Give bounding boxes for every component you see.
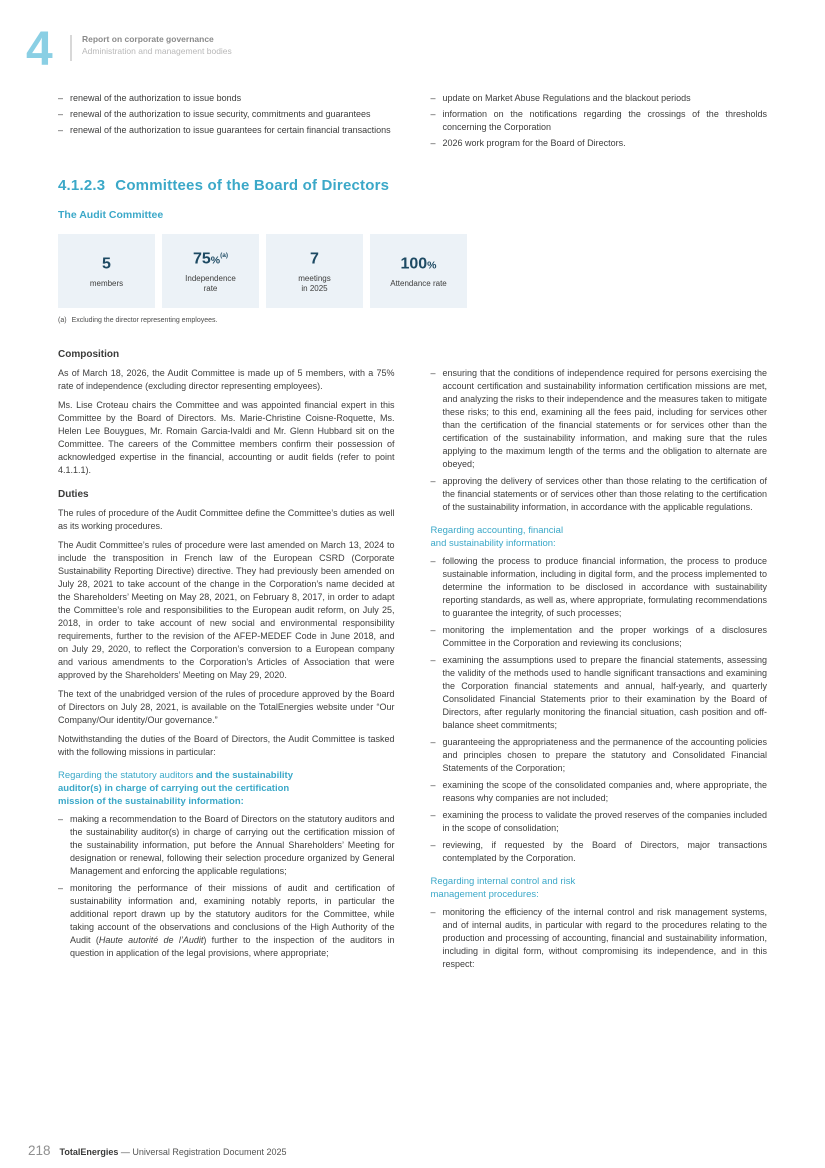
stat-value (102, 253, 111, 273)
bullet-dash: – (430, 737, 436, 747)
chapter-subtitle: Administration and management bodies (82, 46, 232, 56)
stat-members (58, 234, 155, 308)
stat-label: Attendance rate (390, 279, 447, 289)
audit-committee-stats (58, 234, 767, 308)
subheading-statutory-auditors (58, 769, 395, 808)
list-item (58, 92, 395, 105)
list-item (431, 736, 768, 775)
list-item (431, 475, 768, 514)
subheading-plain: Regarding the statutory auditors (58, 770, 194, 781)
page-number: 218 (28, 1143, 51, 1158)
subheading-bold: and the sustainability (195, 770, 293, 781)
footer-doc-title: — Universal Registration Document 2025 (120, 1147, 287, 1157)
bullet-dash: – (58, 125, 64, 135)
bullet-dash: – (430, 109, 436, 119)
list-item (431, 624, 768, 650)
bullet-dash: – (430, 810, 436, 820)
list-item-text: monitoring the efficiency of the internal control and risk management systems, and of internal audits, in particular with regard to the procedures relating to the production and processing of accounting, financial and sustainability information, including in digital form, without compromising its independence, and in this respect: (442, 907, 767, 969)
stat-footnote-ref: (a) (220, 251, 229, 259)
list-item-text: guaranteeing the appropriateness and the permanence of the accounting policies and principles chosen to prepare the statutory and Consolidated Financial Statements of the Corporation; (442, 737, 767, 773)
stat-label: meetings in 2025 (298, 274, 331, 294)
list-item (431, 92, 768, 105)
list-item (431, 108, 768, 134)
chapter-number: 4 (26, 23, 53, 76)
subheading-bold: auditor(s) in charge of carrying out the certification (58, 783, 290, 794)
stats-footnote (58, 317, 767, 324)
header-divider (70, 35, 72, 61)
stat-attendance-rate (370, 234, 467, 308)
subheading-internal-control: Regarding internal control and risk management procedures: (430, 876, 576, 900)
stat-independence-rate (162, 234, 259, 308)
list-item (431, 809, 768, 835)
bullet-dash: – (430, 655, 436, 665)
list-item-text: renewal of the authorization to issue security, commitments and guarantees (70, 109, 371, 119)
paragraph: The rules of procedure of the Audit Committee define the Committee’s duties as well as its working procedures. (58, 508, 395, 531)
stat-number: 7 (310, 250, 319, 268)
list-item (58, 813, 395, 878)
list-item-text: reviewing, if requested by the Board of Directors, major transactions contemplated by the Corporation. (442, 840, 767, 863)
stat-meetings (266, 234, 363, 308)
top-list-left (58, 92, 395, 153)
list-item-text: 2026 work program for the Board of Directors. (442, 138, 626, 148)
bullet-dash: – (430, 780, 436, 790)
list-item-text: renewal of the authorization to issue bonds (70, 93, 242, 103)
bullet-dash: – (58, 109, 64, 119)
list-item-text: renewal of the authorization to issue guarantees for certain financial transactions (70, 125, 391, 135)
section-title: Committees of the Board of Directors (115, 177, 390, 194)
list-item (431, 137, 768, 150)
paragraph: As of March 18, 2026, the Audit Committee is made up of 5 members, with a 75% rate of independence (excluding director representing employees). (58, 368, 395, 391)
page-footer (28, 1143, 286, 1158)
bullet-dash: – (58, 93, 64, 103)
list-item (431, 906, 768, 971)
bullet-dash: – (430, 138, 436, 148)
footer-brand: TotalEnergies (59, 1147, 119, 1157)
bullet-dash: – (58, 814, 64, 824)
bullet-dash: – (430, 625, 436, 635)
stat-unit: % (210, 254, 221, 267)
duties-heading: Duties (58, 489, 89, 500)
list-item-text: approving the delivery of services other than those relating to the certification of the financial statements or of services other than those relating to the certification of the sustainability information, in accordance with the applicable regulations. (442, 476, 767, 512)
list-item-text: information on the notifications regarding the crossings of the thresholds concerning the Corporation (442, 109, 767, 132)
subheading-accounting-information: Regarding accounting, financial and sustainability information: (430, 525, 564, 549)
chapter-title: Report on corporate governance (82, 34, 214, 44)
bullet-dash: – (430, 556, 436, 566)
body-left-column (58, 348, 395, 975)
list-item (58, 124, 395, 137)
list-item-text: making a recommendation to the Board of Directors on the statutory auditors and the sustainability auditor(s) in charge of carrying out the certification mission of the sustainability information, put before the Annual Shareholders’ Meeting for designation or renewal, following their selection procedure organized by General Management and enforcing the applicable regulations; (70, 814, 395, 876)
italic-term: Haute autorité de l’Audit (98, 935, 204, 945)
footnote-ref: (a) (58, 317, 67, 324)
list-item-text: ensuring that the conditions of independence required for persons exercising the account certification and sustainability information certification missions are met, and analyzing the risks to their independence and the measures taken to mitigate these risks; to this end, examining all the fees paid, including for services other than the certification of the financial statements or for services other than the certification of the sustainability information, and making sure that the rules applying to the maximum length of the terms and the obligation to alternate are obeyed; (442, 368, 767, 469)
stat-label: members (89, 279, 124, 289)
body-right-column (431, 348, 768, 975)
list-item-text: examining the scope of the consolidated companies and, where appropriate, the reasons why companies are not included; (442, 780, 767, 803)
list-item (431, 367, 768, 471)
footnote-text: Excluding the director representing employees. (71, 317, 218, 324)
paragraph: Ms. Lise Croteau chairs the Committee and was appointed financial expert in this Committee by the Board of Directors. Ms. Marie-Christine Coisne-Roquette, Ms. Helen Lee Bouygues, Mr. Romain Garcia-Ivaldi and Mr. Glenn Hubbard sit on the Committee. The careers of the Committee members confirm their possession of acknowledged expertise in the financial, accounting or audit fields (refer to point 4.1.1.1). (58, 400, 395, 475)
stat-unit: % (427, 259, 437, 272)
stat-value (400, 253, 436, 273)
bullet-dash: – (430, 840, 436, 850)
body-columns (58, 348, 767, 975)
list-item (58, 108, 395, 121)
bullet-dash: – (430, 476, 436, 486)
composition-heading: Composition (58, 349, 120, 360)
stat-number: 75 (192, 250, 211, 268)
list-item-text: monitoring the performance of their missions of audit and certification of sustainability information and, examining notably reports, in particular the additional report drawn up by the statutory auditors for the Committee, while taking account of the observations and conclusions of the High Authority of the Audit (Haute autorité de l’Audit) further to the inspection of the auditors in question in application of the legal provisions, where appropriate; (70, 883, 395, 958)
top-list-right (431, 92, 768, 153)
list-item (58, 882, 395, 960)
list-item-text: update on Market Abuse Regulations and the blackout periods (442, 93, 691, 103)
paragraph: The text of the unabridged version of the rules of procedure approved by the Board of Directors on July 28, 2021, is available on the TotalEnergies website under “Our Company/Our identity/Our governance.” (58, 689, 395, 725)
footer-text (60, 1147, 287, 1157)
list-item (431, 839, 768, 865)
audit-committee-heading: The Audit Committee (58, 209, 164, 221)
stat-label: Independence rate (185, 274, 236, 294)
bullet-dash: – (430, 368, 436, 378)
subheading-bold: mission of the sustainability information: (58, 796, 244, 807)
chapter-titles (82, 30, 232, 56)
stat-value (193, 248, 228, 268)
bullet-dash: – (430, 907, 436, 917)
list-item-text: examining the assumptions used to prepare the financial statements, assessing the validity of the methods used to handle significant transactions and examining the Corporation financial statements and annual, half-yearly, and quarterly Consolidated Financial Statements prior to their examination by the Board of Directors, after regularly monitoring the financial situation, cash position and off-balance sheet commitments; (442, 655, 767, 730)
list-item-text: examining the process to validate the proved reserves of the companies included in the scope of consolidation; (442, 810, 767, 833)
stat-number: 100 (400, 255, 428, 273)
chapter-header (0, 0, 825, 76)
list-item-text: following the process to produce financial information, the process to produce sustainable information, including in digital form, and the process implemented to determine the information to be disclosed in accordance with sustainability reporting standards, as well as, where appropriate, formulating recommendations to guarantee the integrity, of such processes; (442, 556, 767, 618)
stat-value (310, 248, 319, 268)
list-item (431, 555, 768, 620)
stat-number: 5 (102, 255, 111, 273)
paragraph: Notwithstanding the duties of the Board of Directors, the Audit Committee is tasked with the following missions in particular: (58, 734, 395, 757)
bullet-dash: – (430, 93, 436, 103)
agenda-topics-lists (58, 92, 767, 153)
paragraph: The Audit Committee’s rules of procedure were last amended on March 13, 2024 to include the transposition in French law of the European CSRD (Corporate Sustainability Reporting Directive) directive. They had previously been amended on July 28, 2021 to take account of the change in the Corporation’s name decided at the Shareholders’ Meeting on May 28, 2021, on February 8, 2017, in order to adapt the Committee’s role and responsibilities to the European audit reform, on July 25, 2018, in order to take account of new social and environmental responsibility requirements, further to the revision of the AFEP-MEDEF Code in June 2018, and on July 29, 2020, to reflect the Corporation’s conversion to a European company and various amendments to the Corporation’s Articles of Association that were approved by the Shareholders’ Meeting on May 29, 2020. (58, 540, 395, 680)
list-item (431, 779, 768, 805)
list-item-text: monitoring the implementation and the proper workings of a disclosures Committee in the Corporation and reviewing its conclusions; (442, 625, 767, 648)
section-heading (58, 177, 767, 194)
list-item (431, 654, 768, 732)
bullet-dash: – (58, 883, 64, 893)
section-number: 4.1.2.3 (58, 177, 106, 194)
